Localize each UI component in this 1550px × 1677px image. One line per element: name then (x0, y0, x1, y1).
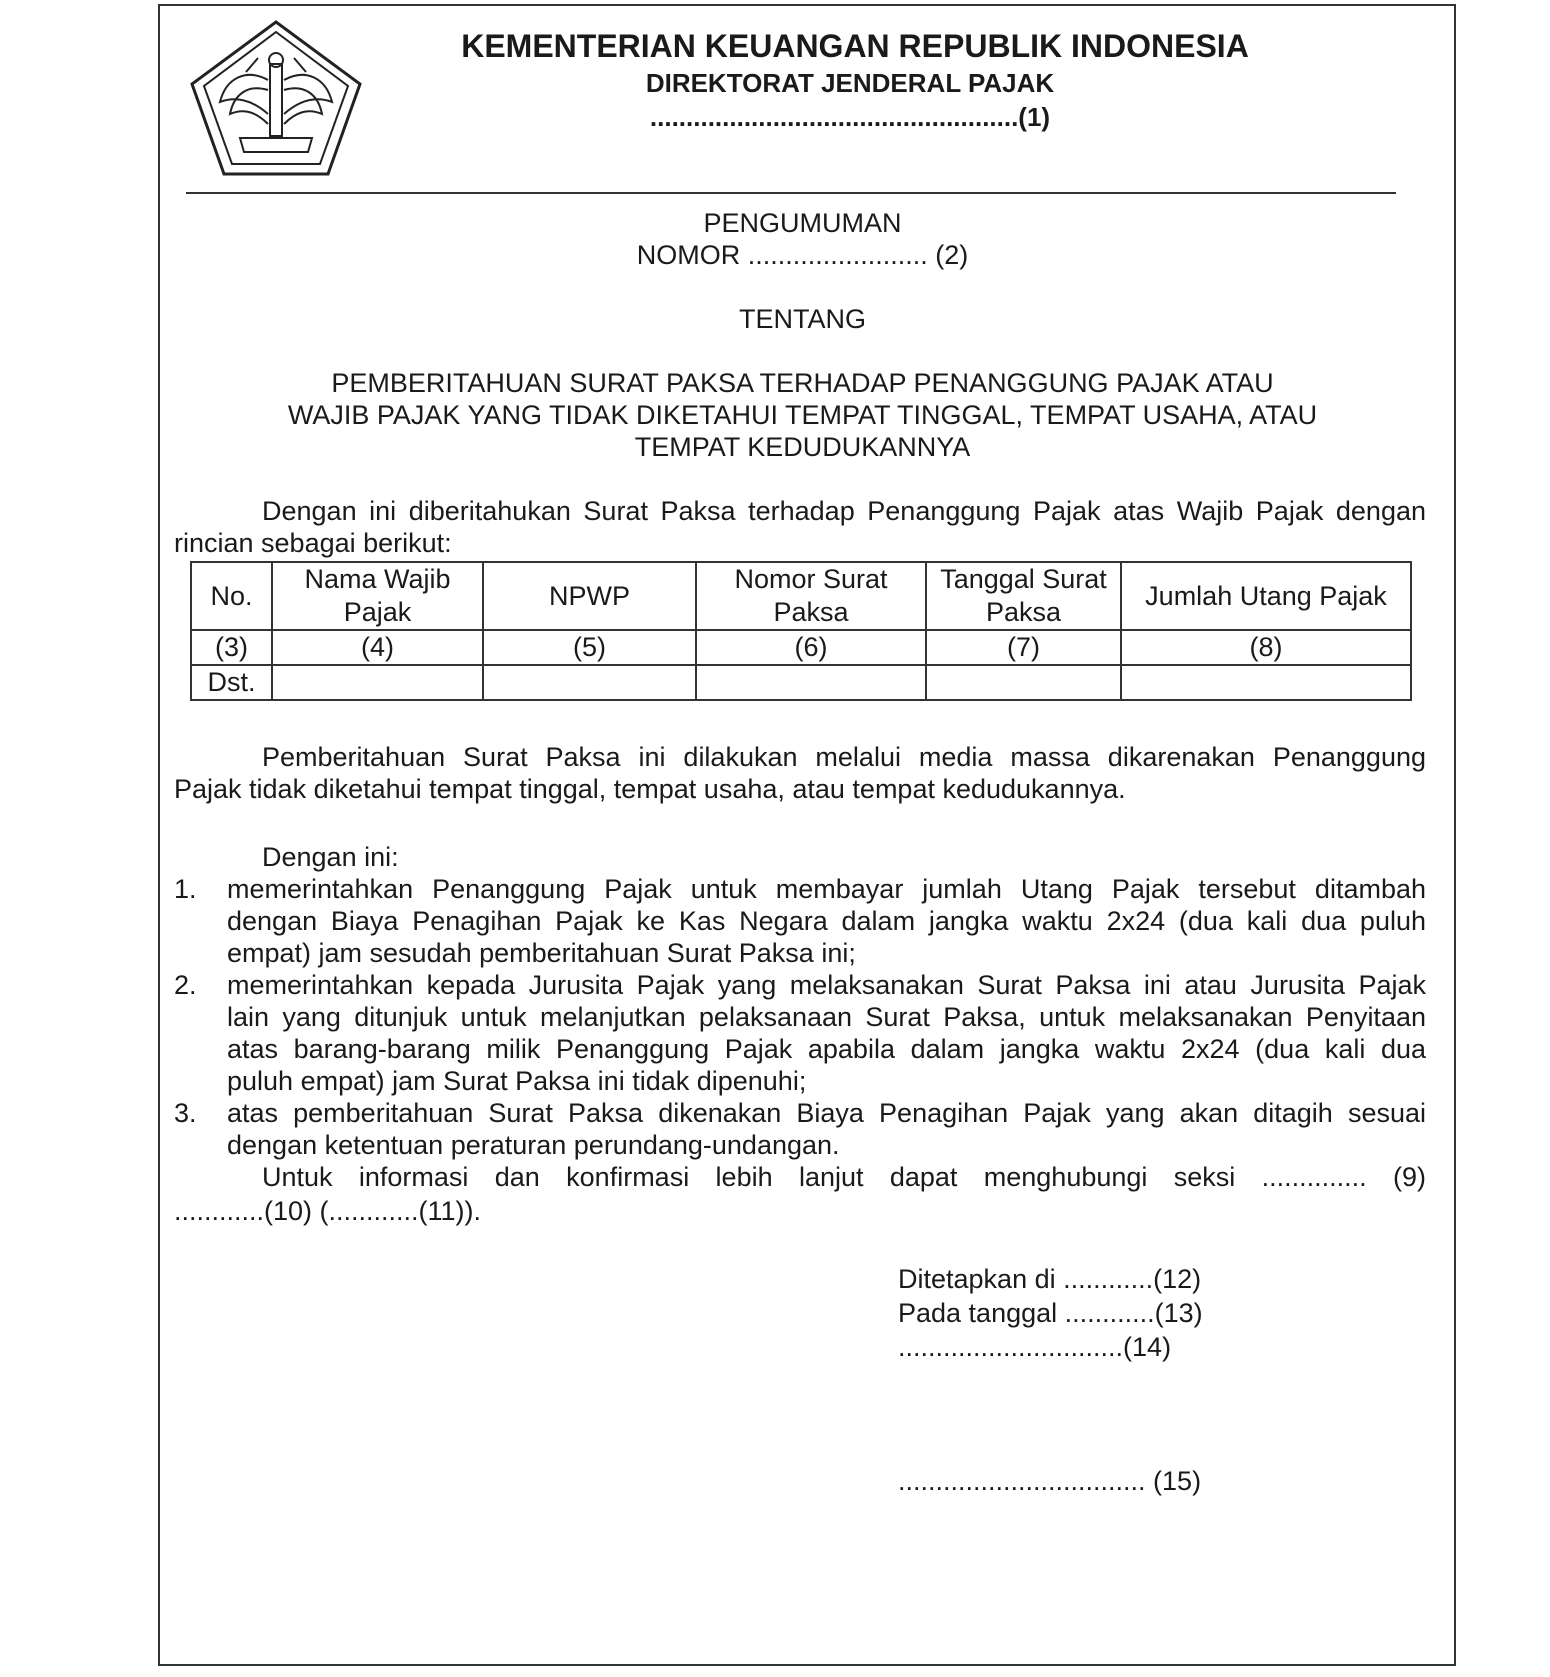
table-header-cell: Jumlah Utang Pajak (1121, 562, 1411, 630)
subject-line-1: PEMBERITAHUAN SURAT PAKSA TERHADAP PENANGGUNG PAJAK ATAU (331, 368, 1274, 398)
table-empty-cell (926, 665, 1121, 700)
table-code-cell: (5) (483, 630, 696, 665)
table-empty-cell (1121, 665, 1411, 700)
tentang-label: TENTANG (739, 304, 866, 334)
list-item-line: atas barang-barang milik Penanggung Pajak apabila dalam jangka waktu 2x24 (dua kali dua (227, 1034, 1426, 1064)
table-header-cell: Tanggal Surat Paksa (926, 562, 1121, 630)
list-item-line: atas pemberitahuan Surat Paksa dikenakan Biaya Penagihan Pajak yang akan ditagih sesuai (227, 1098, 1426, 1128)
list-item-line: memerintahkan Penanggung Pajak untuk membayar jumlah Utang Pajak tersebut ditambah (227, 874, 1426, 904)
list-item-line: empat) jam sesudah pemberitahuan Surat Paksa ini; (227, 938, 856, 968)
table-header-cell: NPWP (483, 562, 696, 630)
table-code-cell: (3) (191, 630, 272, 665)
table-empty-cell (272, 665, 483, 700)
announcement-label: PENGUMUMAN (703, 208, 902, 238)
table-header-row (191, 562, 1411, 630)
para2-line-2: Pajak tidak diketahui tempat tinggal, tempat usaha, atau tempat kedudukannya. (174, 774, 1126, 804)
table-dst-cell: Dst. (191, 665, 272, 700)
announcement-number: NOMOR ........................ (2) (636, 240, 969, 270)
para2-line-1: Pemberitahuan Surat Paksa ini dilakukan melalui media massa dikarenakan Penanggung (262, 742, 1426, 772)
subject-line-3: TEMPAT KEDUDUKANNYA (634, 432, 971, 462)
signature-name: ................................. (15) (898, 1466, 1202, 1496)
list-item-line: memerintahkan kepada Jurusita Pajak yang melaksanakan Surat Paksa ini atau Jurusita Pajak (227, 970, 1426, 1000)
table-empty-cell (696, 665, 926, 700)
table-row (191, 630, 1411, 665)
table-empty-cell (483, 665, 696, 700)
table-code-cell: (7) (926, 630, 1121, 665)
intro-line-2: rincian sebagai berikut: (174, 528, 452, 558)
table-header-cell: Nomor Surat Paksa (696, 562, 926, 630)
table-code-cell: (6) (696, 630, 926, 665)
list-item-number: 2. (174, 970, 197, 1000)
subject-line-2: WAJIB PAJAK YANG TIDAK DIKETAHUI TEMPAT TINGGAL, TEMPAT USAHA, ATAU (287, 400, 1318, 430)
list-item-number: 3. (174, 1098, 197, 1128)
list-item-line: lain yang ditunjuk untuk melanjutkan pelaksanaan Surat Paksa, untuk melaksanakan Penyitaan (227, 1002, 1426, 1032)
list-intro: Dengan ini: (262, 842, 399, 872)
ministry-name: KEMENTERIAN KEUANGAN REPUBLIK INDONESIA (461, 28, 1249, 64)
table-code-cell: (8) (1121, 630, 1411, 665)
office-placeholder: ...................................................(1) (649, 102, 1051, 132)
list-item-line: dengan ketentuan peraturan perundang-undangan. (227, 1130, 840, 1160)
contact-line-1: Untuk informasi dan konfirmasi lebih lanjut dapat menghubungi seksi .............. (9) (262, 1162, 1426, 1192)
table-code-cell: (4) (272, 630, 483, 665)
signature-place: Ditetapkan di ............(12) (898, 1264, 1202, 1294)
list-item-number: 1. (174, 874, 197, 904)
header-divider (186, 192, 1396, 194)
list-item-line: dengan Biaya Penagihan Pajak ke Kas Negara dalam jangka waktu 2x24 (dua kali dua puluh (227, 906, 1426, 936)
list-item-line: puluh empat) jam Surat Paksa ini tidak dipenuhi; (227, 1066, 807, 1096)
intro-line-1: Dengan ini diberitahukan Surat Paksa terhadap Penanggung Pajak atas Wajib Pajak dengan (262, 496, 1426, 526)
signature-position: ..............................(14) (898, 1332, 1172, 1362)
table-header-cell: No. (191, 562, 272, 630)
tax-detail-table (190, 561, 1412, 701)
table-row (191, 665, 1411, 700)
directorate-name: DIREKTORAT JENDERAL PAJAK (645, 68, 1055, 98)
contact-line-2: ............(10) (............(11)). (174, 1196, 482, 1226)
table-header-cell: Nama Wajib Pajak (272, 562, 483, 630)
signature-date: Pada tanggal ............(13) (898, 1298, 1203, 1328)
